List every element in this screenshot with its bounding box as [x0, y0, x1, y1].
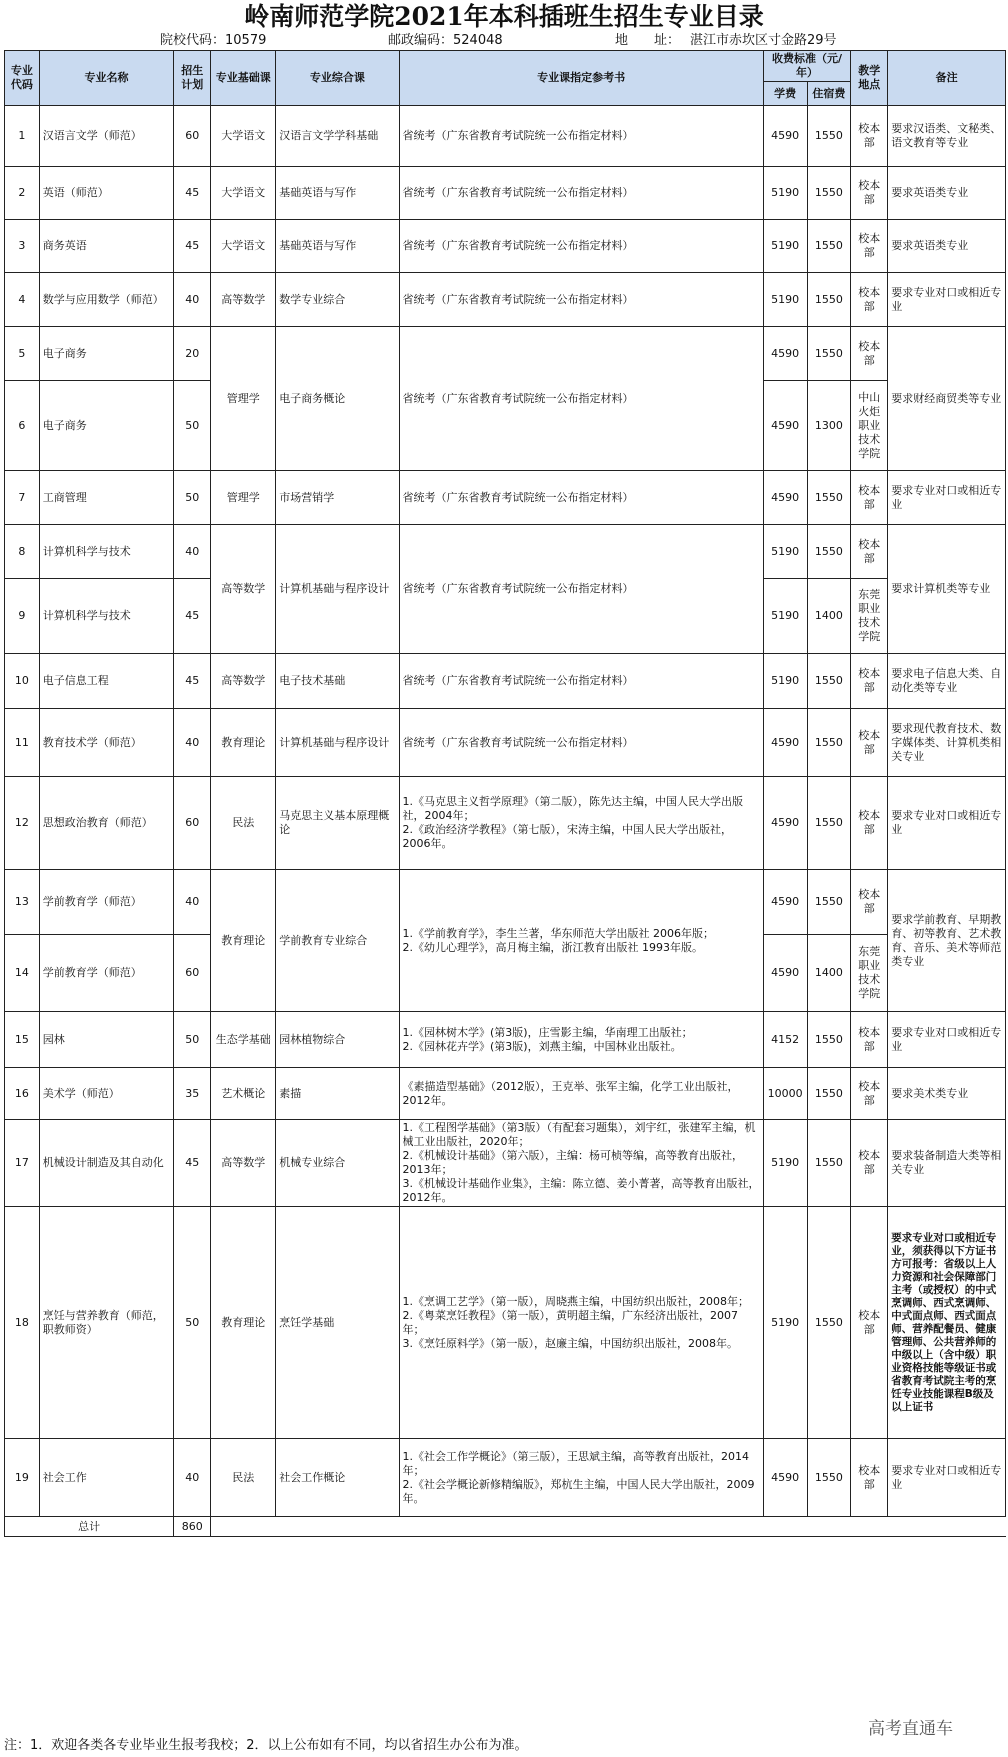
- cell-code: 18: [5, 1207, 40, 1439]
- cell-remark: 要求专业对口或相近专业，须获得以下方证书方可报考：省级以上人力资源和社会保障部门主考（或授权）的中式烹调师、西式烹调师、中式面点师、西式面点师、营养配餐员、健康管理师、公共营养师的中级以上（含中级）职业资格技能等级证书或省教育考试院主考的烹饪专业技能课程B级及以上证书: [888, 1207, 1006, 1439]
- cell-remark: 要求汉语类、文秘类、语文教育等专业: [888, 106, 1006, 167]
- address-label: 地 址：: [615, 33, 681, 48]
- cell-reference-books: 1.《社会工作学概论》（第三版），王思斌主编，高等教育出版社，2014年； 2.《社会学概论新修精编版》，郑杭生主编，中国人民大学出版社，2009年。: [399, 1439, 763, 1517]
- page-title: 岭南师范学院2021年本科插班生招生专业目录: [244, 2, 764, 31]
- cell-code: 1: [5, 106, 40, 167]
- cell-name: 园林: [39, 1012, 174, 1068]
- header-code: 专业代码: [5, 51, 40, 106]
- cell-name: 社会工作: [39, 1439, 174, 1517]
- cell-site: 校本部: [851, 327, 888, 381]
- cell-name: 电子信息工程: [39, 654, 174, 709]
- cell-plan: 40: [174, 273, 211, 327]
- cell-plan: 50: [174, 1012, 211, 1068]
- cell-tuition: 4590: [763, 381, 807, 471]
- table-row: [5, 1439, 1006, 1517]
- cell-reference-books: 省统考（广东省教育考试院统一公布指定材料）: [399, 220, 763, 273]
- cell-site: 校本部: [851, 654, 888, 709]
- cell-comprehensive-course: 学前教育专业综合: [276, 870, 399, 1012]
- header-reference-books: 专业课指定参考书: [399, 51, 763, 106]
- cell-name: 教育技术学（师范）: [39, 709, 174, 777]
- school-code: 院校代码：10579: [160, 33, 267, 48]
- table-row: [5, 870, 1006, 935]
- cell-site: 校本部: [851, 471, 888, 525]
- cell-reference-books: 《素描造型基础》（2012版），王克举、张军主编，化学工业出版社，2012年。: [399, 1068, 763, 1120]
- cell-plan: 40: [174, 709, 211, 777]
- cell-name: 电子商务: [39, 327, 174, 381]
- table-row: [5, 525, 1006, 579]
- footer-note: 注：1．欢迎各类各专业毕业生报考我校；2．以上公布如有不同，均以省招生办公布为准。: [4, 1738, 528, 1753]
- cell-dorm-fee: 1550: [807, 106, 851, 167]
- cell-comprehensive-course: 电子技术基础: [276, 654, 399, 709]
- cell-comprehensive-course: 机械专业综合: [276, 1120, 399, 1207]
- cell-code: 13: [5, 870, 40, 935]
- header-site: 教学地点: [851, 51, 888, 106]
- cell-site: 校本部: [851, 167, 888, 220]
- cell-site: 校本部: [851, 1012, 888, 1068]
- cell-name: 电子商务: [39, 381, 174, 471]
- cell-dorm-fee: 1550: [807, 870, 851, 935]
- cell-site: 校本部: [851, 777, 888, 870]
- cell-site: 校本部: [851, 1068, 888, 1120]
- cell-plan: 45: [174, 654, 211, 709]
- cell-name: 美术学（师范）: [39, 1068, 174, 1120]
- cell-comprehensive-course: 电子商务概论: [276, 327, 399, 471]
- cell-reference-books: 1.《工程图学基础》（第3版）（有配套习题集），刘宇红，张建军主编，机械工业出版社，2020年； 2.《机械设计基础》（第六版），主编：杨可桢等编，高等教育出版社，2013年； 3.《机械设计基础作业集》，主编：陈立德、姜小菁著，高等教育出版社，2012年。: [399, 1120, 763, 1207]
- cell-dorm-fee: 1300: [807, 381, 851, 471]
- table-row: [5, 327, 1006, 381]
- cell-plan: 40: [174, 1439, 211, 1517]
- cell-site: 校本部: [851, 709, 888, 777]
- cell-site: 校本部: [851, 1439, 888, 1517]
- total-blank: [211, 1517, 1006, 1537]
- cell-plan: 40: [174, 525, 211, 579]
- cell-reference-books: 省统考（广东省教育考试院统一公布指定材料）: [399, 327, 763, 471]
- cell-remark: 要求英语类专业: [888, 220, 1006, 273]
- table-row: [5, 471, 1006, 525]
- cell-code: 2: [5, 167, 40, 220]
- cell-comprehensive-course: 素描: [276, 1068, 399, 1120]
- cell-comprehensive-course: 数学专业综合: [276, 273, 399, 327]
- cell-name: 学前教育学（师范）: [39, 870, 174, 935]
- cell-code: 9: [5, 579, 40, 654]
- cell-dorm-fee: 1550: [807, 1439, 851, 1517]
- cell-tuition: 4152: [763, 1012, 807, 1068]
- cell-dorm-fee: 1550: [807, 525, 851, 579]
- cell-code: 8: [5, 525, 40, 579]
- cell-name: 工商管理: [39, 471, 174, 525]
- zip-code: 邮政编码：524048: [388, 33, 503, 48]
- table-row: [5, 220, 1006, 273]
- cell-basic-course: 民法: [211, 777, 276, 870]
- total-value: 860: [174, 1517, 211, 1537]
- cell-tuition: 4590: [763, 471, 807, 525]
- cell-comprehensive-course: 计算机基础与程序设计: [276, 525, 399, 654]
- cell-basic-course: 生态学基础: [211, 1012, 276, 1068]
- cell-plan: 50: [174, 1207, 211, 1439]
- cell-reference-books: 省统考（广东省教育考试院统一公布指定材料）: [399, 273, 763, 327]
- cell-tuition: 4590: [763, 327, 807, 381]
- address: 湛江市赤坎区寸金路29号: [690, 33, 837, 48]
- cell-tuition: 5190: [763, 579, 807, 654]
- cell-remark: 要求财经商贸类等专业: [888, 327, 1006, 471]
- program-catalog-table: [4, 50, 1006, 1537]
- cell-comprehensive-course: 市场营销学: [276, 471, 399, 525]
- cell-plan: 50: [174, 471, 211, 525]
- cell-tuition: 4590: [763, 777, 807, 870]
- cell-code: 15: [5, 1012, 40, 1068]
- cell-tuition: 5190: [763, 525, 807, 579]
- cell-remark: 要求英语类专业: [888, 167, 1006, 220]
- cell-reference-books: 1.《学前教育学》，李生兰著，华东师范大学出版社 2006年版； 2.《幼儿心理学》，高月梅主编，浙江教育出版社 1993年版。: [399, 870, 763, 1012]
- cell-comprehensive-course: 计算机基础与程序设计: [276, 709, 399, 777]
- cell-reference-books: 省统考（广东省教育考试院统一公布指定材料）: [399, 525, 763, 654]
- header-plan: 招生计划: [174, 51, 211, 106]
- header-dorm-fee: 住宿费: [807, 82, 851, 106]
- cell-basic-course: 高等数学: [211, 273, 276, 327]
- cell-site: 校本部: [851, 525, 888, 579]
- cell-name: 思想政治教育（师范）: [39, 777, 174, 870]
- cell-remark: 要求专业对口或相近专业: [888, 777, 1006, 870]
- cell-basic-course: 大学语文: [211, 167, 276, 220]
- cell-reference-books: 省统考（广东省教育考试院统一公布指定材料）: [399, 471, 763, 525]
- cell-code: 3: [5, 220, 40, 273]
- total-label: 总计: [5, 1517, 174, 1537]
- cell-site: 校本部: [851, 273, 888, 327]
- table-row: [5, 777, 1006, 870]
- cell-code: 6: [5, 381, 40, 471]
- cell-basic-course: 艺术概论: [211, 1068, 276, 1120]
- cell-reference-books: 1.《烹调工艺学》（第一版），周晓燕主编，中国纺织出版社，2008年； 2.《粤菜烹饪教程》（第一版），黄明超主编，广东经济出版社，2007年； 3.《烹饪原料学》（第一版），赵廉主编，中国纺织出版社，2008年。: [399, 1207, 763, 1439]
- cell-dorm-fee: 1550: [807, 1068, 851, 1120]
- cell-code: 19: [5, 1439, 40, 1517]
- cell-reference-books: 省统考（广东省教育考试院统一公布指定材料）: [399, 654, 763, 709]
- cell-reference-books: 省统考（广东省教育考试院统一公布指定材料）: [399, 167, 763, 220]
- cell-site: 校本部: [851, 1207, 888, 1439]
- cell-basic-course: 大学语文: [211, 220, 276, 273]
- cell-basic-course: 管理学: [211, 471, 276, 525]
- cell-remark: 要求专业对口或相近专业: [888, 273, 1006, 327]
- cell-site: 校本部: [851, 870, 888, 935]
- cell-code: 11: [5, 709, 40, 777]
- cell-plan: 35: [174, 1068, 211, 1120]
- cell-tuition: 4590: [763, 106, 807, 167]
- cell-reference-books: 1.《马克思主义哲学原理》（第二版），陈先达主编，中国人民大学出版社，2004年； 2.《政治经济学教程》（第七版），宋涛主编，中国人民大学出版社，2006年。: [399, 777, 763, 870]
- cell-plan: 45: [174, 1120, 211, 1207]
- cell-remark: 要求专业对口或相近专业: [888, 1012, 1006, 1068]
- cell-site: 东莞职业技术学院: [851, 579, 888, 654]
- cell-remark: 要求计算机类等专业: [888, 525, 1006, 654]
- header-comprehensive-course: 专业综合课: [276, 51, 399, 106]
- cell-tuition: 5190: [763, 273, 807, 327]
- cell-comprehensive-course: 基础英语与写作: [276, 167, 399, 220]
- cell-tuition: 5190: [763, 1207, 807, 1439]
- header-tuition: 学费: [763, 82, 807, 106]
- cell-code: 5: [5, 327, 40, 381]
- cell-name: 英语（师范）: [39, 167, 174, 220]
- cell-plan: 60: [174, 935, 211, 1012]
- cell-basic-course: 教育理论: [211, 870, 276, 1012]
- cell-reference-books: 省统考（广东省教育考试院统一公布指定材料）: [399, 106, 763, 167]
- cell-remark: 要求现代教育技术、数字媒体类、计算机类相关专业: [888, 709, 1006, 777]
- table-row: [5, 106, 1006, 167]
- cell-dorm-fee: 1550: [807, 1120, 851, 1207]
- cell-plan: 45: [174, 579, 211, 654]
- table-row: [5, 1207, 1006, 1439]
- cell-dorm-fee: 1550: [807, 1012, 851, 1068]
- cell-plan: 60: [174, 106, 211, 167]
- cell-basic-course: 民法: [211, 1439, 276, 1517]
- cell-comprehensive-course: 马克思主义基本原理概论: [276, 777, 399, 870]
- cell-name: 汉语言文学（师范）: [39, 106, 174, 167]
- table-row: [5, 654, 1006, 709]
- cell-basic-course: 高等数学: [211, 654, 276, 709]
- cell-tuition: 10000: [763, 1068, 807, 1120]
- cell-basic-course: 教育理论: [211, 709, 276, 777]
- cell-code: 10: [5, 654, 40, 709]
- cell-code: 4: [5, 273, 40, 327]
- cell-plan: 45: [174, 167, 211, 220]
- cell-name: 计算机科学与技术: [39, 579, 174, 654]
- cell-name: 数学与应用数学（师范）: [39, 273, 174, 327]
- cell-remark: 要求美术类专业: [888, 1068, 1006, 1120]
- cell-site: 校本部: [851, 220, 888, 273]
- cell-remark: 要求电子信息大类、自动化类等专业: [888, 654, 1006, 709]
- table-row: [5, 709, 1006, 777]
- cell-code: 12: [5, 777, 40, 870]
- table-row: [5, 1068, 1006, 1120]
- header-remark: 备注: [888, 51, 1006, 106]
- cell-plan: 60: [174, 777, 211, 870]
- table-row: [5, 1120, 1006, 1207]
- cell-dorm-fee: 1550: [807, 1207, 851, 1439]
- cell-remark: 要求专业对口或相近专业: [888, 1439, 1006, 1517]
- cell-tuition: 4590: [763, 1439, 807, 1517]
- cell-tuition: 5190: [763, 220, 807, 273]
- cell-reference-books: 1.《园林树木学》(第3版)，庄雪影主编，华南理工出版社； 2.《园林花卉学》(第3版)，刘燕主编，中国林业出版社。: [399, 1012, 763, 1068]
- header-fee: 收费标准（元/年）: [763, 51, 850, 82]
- cell-comprehensive-course: 社会工作概论: [276, 1439, 399, 1517]
- cell-name: 烹饪与营养教育（师范，职教师资）: [39, 1207, 174, 1439]
- cell-dorm-fee: 1550: [807, 167, 851, 220]
- cell-tuition: 4590: [763, 870, 807, 935]
- cell-basic-course: 高等数学: [211, 1120, 276, 1207]
- header-basic-course: 专业基础课: [211, 51, 276, 106]
- cell-plan: 50: [174, 381, 211, 471]
- cell-dorm-fee: 1550: [807, 654, 851, 709]
- cell-plan: 40: [174, 870, 211, 935]
- cell-basic-course: 高等数学: [211, 525, 276, 654]
- cell-site: 校本部: [851, 106, 888, 167]
- cell-dorm-fee: 1400: [807, 579, 851, 654]
- cell-comprehensive-course: 基础英语与写作: [276, 220, 399, 273]
- cell-site: 东莞职业技术学院: [851, 935, 888, 1012]
- table-row: [5, 273, 1006, 327]
- cell-basic-course: 大学语文: [211, 106, 276, 167]
- table-body: [5, 106, 1006, 1537]
- cell-name: 商务英语: [39, 220, 174, 273]
- header-name: 专业名称: [39, 51, 174, 106]
- cell-dorm-fee: 1550: [807, 777, 851, 870]
- cell-plan: 45: [174, 220, 211, 273]
- cell-comprehensive-course: 园林植物综合: [276, 1012, 399, 1068]
- cell-dorm-fee: 1550: [807, 273, 851, 327]
- cell-site: 中山火炬职业技术学院: [851, 381, 888, 471]
- cell-remark: 要求学前教育、早期教育、初等教育、艺术教育、音乐、美术等师范类专业: [888, 870, 1006, 1012]
- cell-basic-course: 教育理论: [211, 1207, 276, 1439]
- cell-code: 16: [5, 1068, 40, 1120]
- cell-dorm-fee: 1550: [807, 220, 851, 273]
- cell-name: 机械设计制造及其自动化: [39, 1120, 174, 1207]
- cell-code: 14: [5, 935, 40, 1012]
- cell-code: 7: [5, 471, 40, 525]
- cell-tuition: 4590: [763, 935, 807, 1012]
- cell-comprehensive-course: 烹饪学基础: [276, 1207, 399, 1439]
- table-row: [5, 167, 1006, 220]
- cell-name: 学前教育学（师范）: [39, 935, 174, 1012]
- cell-remark: 要求装备制造大类等相关专业: [888, 1120, 1006, 1207]
- cell-basic-course: 管理学: [211, 327, 276, 471]
- cell-dorm-fee: 1550: [807, 709, 851, 777]
- cell-dorm-fee: 1550: [807, 471, 851, 525]
- cell-remark: 要求专业对口或相近专业: [888, 471, 1006, 525]
- cell-tuition: 5190: [763, 1120, 807, 1207]
- table-row: [5, 1012, 1006, 1068]
- cell-dorm-fee: 1550: [807, 327, 851, 381]
- watermark: 高考直通车: [868, 1719, 953, 1739]
- cell-comprehensive-course: 汉语言文学学科基础: [276, 106, 399, 167]
- cell-tuition: 5190: [763, 167, 807, 220]
- total-row: [5, 1517, 1006, 1537]
- cell-site: 校本部: [851, 1120, 888, 1207]
- cell-tuition: 5190: [763, 654, 807, 709]
- cell-tuition: 4590: [763, 709, 807, 777]
- cell-dorm-fee: 1400: [807, 935, 851, 1012]
- cell-name: 计算机科学与技术: [39, 525, 174, 579]
- cell-code: 17: [5, 1120, 40, 1207]
- cell-plan: 20: [174, 327, 211, 381]
- cell-reference-books: 省统考（广东省教育考试院统一公布指定材料）: [399, 709, 763, 777]
